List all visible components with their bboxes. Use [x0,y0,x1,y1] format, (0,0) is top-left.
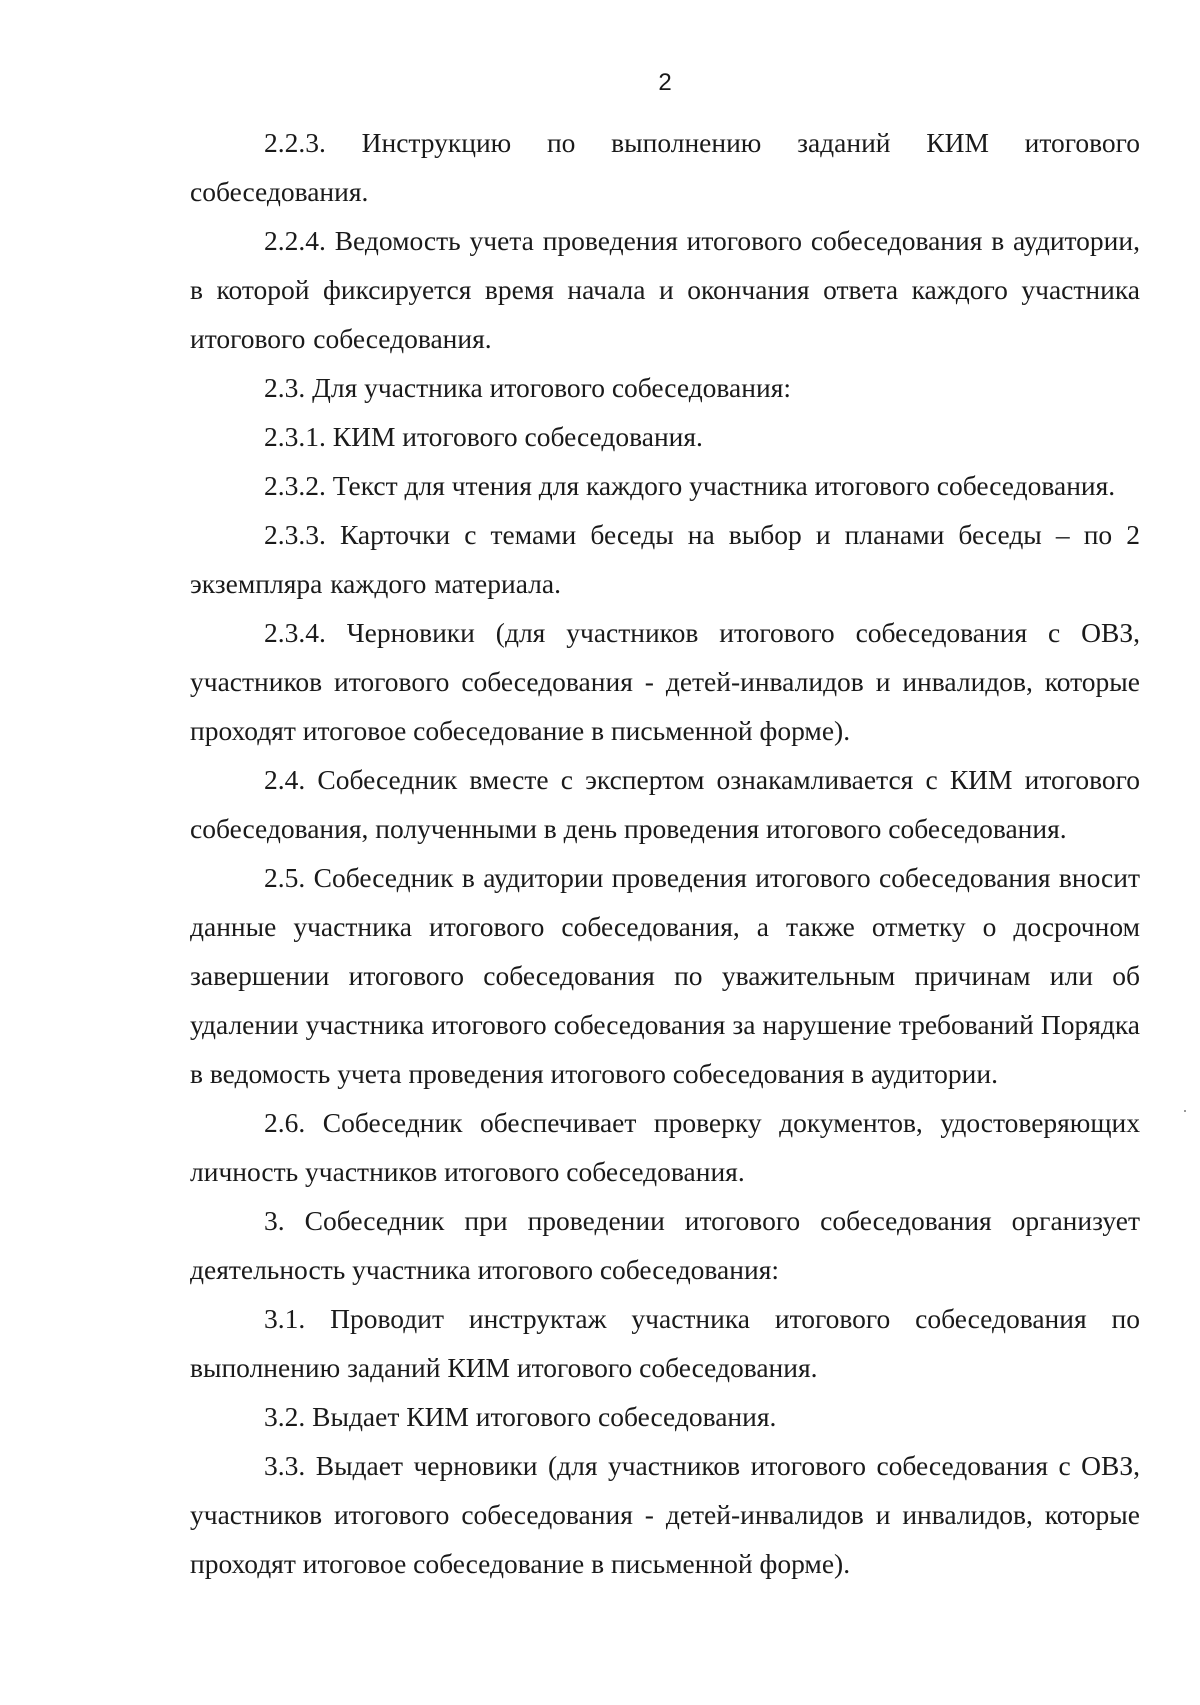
paragraph-3: 3. Собеседник при проведении итогового собеседования организует деятельность участника итогового собеседования: [190,1205,1140,1285]
paragraph-2-6: 2.6. Собеседник обеспечивает проверку документов, удостоверяющих личность участников итогового собеседования. [190,1107,1140,1187]
paragraph-2-3-3: 2.3.3. Карточки с темами беседы на выбор и планами беседы – по 2 экземпляра каждого материала. [190,519,1140,599]
paragraph-2-4: 2.4. Собеседник вместе с экспертом ознакамливается с КИМ итогового собеседования, полученными в день проведения итогового собеседования. [190,764,1140,844]
paragraph-2-3-2: 2.3.2. Текст для чтения для каждого участника итогового собеседования. [264,470,1116,501]
paragraph-3-2: 3.2. Выдает КИМ итогового собеседования. [264,1401,777,1432]
scan-speck [1184,1110,1186,1112]
paragraph-2-5: 2.5. Собеседник в аудитории проведения итогового собеседования вносит данные участника итогового собеседования, а также отметку о досрочном завершении итогового собеседования по уважительным причинам или об удалении участника итогового собеседования за нарушение требований Порядка в ведомость учета проведения итогового собеседования в аудитории. [190,862,1140,1089]
paragraph-2-2-3: 2.2.3. Инструкцию по выполнению заданий КИМ итогового собеседования. [190,127,1140,207]
document-body [190,118,1140,1588]
paragraph-2-3-4: 2.3.4. Черновики (для участников итогового собеседования с ОВЗ, участников итогового собеседования - детей-инвалидов и инвалидов, которые проходят итоговое собеседование в письменной форме). [190,617,1140,746]
paragraph-2-2-4: 2.2.4. Ведомость учета проведения итогового собеседования в аудитории, в которой фиксируется время начала и окончания ответа каждого участника итогового собеседования. [190,225,1140,354]
paragraph-2-3-1: 2.3.1. КИМ итогового собеседования. [264,421,703,452]
paragraph-2-3: 2.3. Для участника итогового собеседования: [264,372,791,403]
paragraph-3-1: 3.1. Проводит инструктаж участника итогового собеседования по выполнению заданий КИМ итогового собеседования. [190,1303,1140,1383]
paragraph-3-3: 3.3. Выдает черновики (для участников итогового собеседования с ОВЗ, участников итогового собеседования - детей-инвалидов и инвалидов, которые проходят итоговое собеседование в письменной форме). [190,1450,1140,1579]
page-number: 2 [658,69,672,96]
